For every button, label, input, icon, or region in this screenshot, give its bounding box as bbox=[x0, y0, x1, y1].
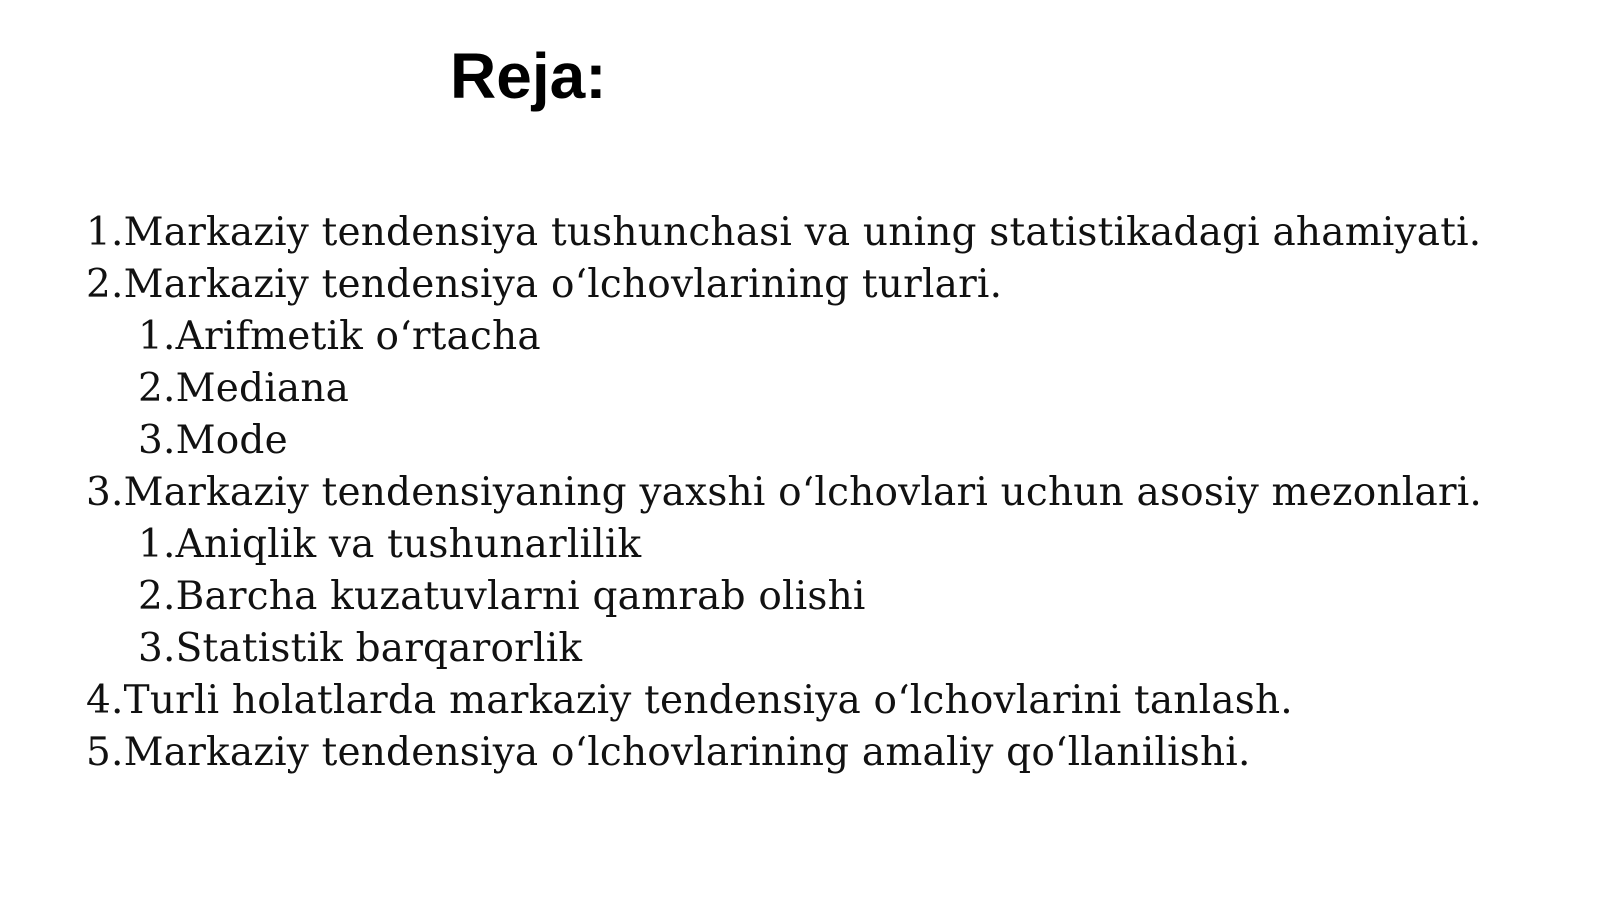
plan-subitem-3-1: 1.Aniqlik va tushunarlilik bbox=[138, 522, 642, 567]
plan-item-5: 5.Markaziy tendensiya oʻlchovlarining amaliy qoʻllanilishi. bbox=[86, 730, 1251, 775]
plan-subitem-2-3: 3.Mode bbox=[138, 418, 288, 463]
plan-item-1: 1.Markaziy tendensiya tushunchasi va uning statistikadagi ahamiyati. bbox=[86, 210, 1482, 255]
slide-title: Reja: bbox=[450, 40, 607, 112]
plan-subitem-2-1: 1.Arifmetik oʻrtacha bbox=[138, 314, 541, 359]
plan-list bbox=[86, 207, 1586, 779]
plan-subitem-3-2: 2.Barcha kuzatuvlarni qamrab olishi bbox=[138, 574, 866, 619]
plan-item-4: 4.Turli holatlarda markaziy tendensiya oʻlchovlarini tanlash. bbox=[86, 678, 1293, 723]
plan-item-3: 3.Markaziy tendensiyaning yaxshi oʻlchovlari uchun asosiy mezonlari. bbox=[86, 470, 1483, 515]
plan-subitem-2-2: 2.Mediana bbox=[138, 366, 350, 411]
plan-item-2: 2.Markaziy tendensiya oʻlchovlarining turlari. bbox=[86, 262, 1003, 307]
plan-subitem-3-3: 3.Statistik barqarorlik bbox=[138, 626, 583, 671]
